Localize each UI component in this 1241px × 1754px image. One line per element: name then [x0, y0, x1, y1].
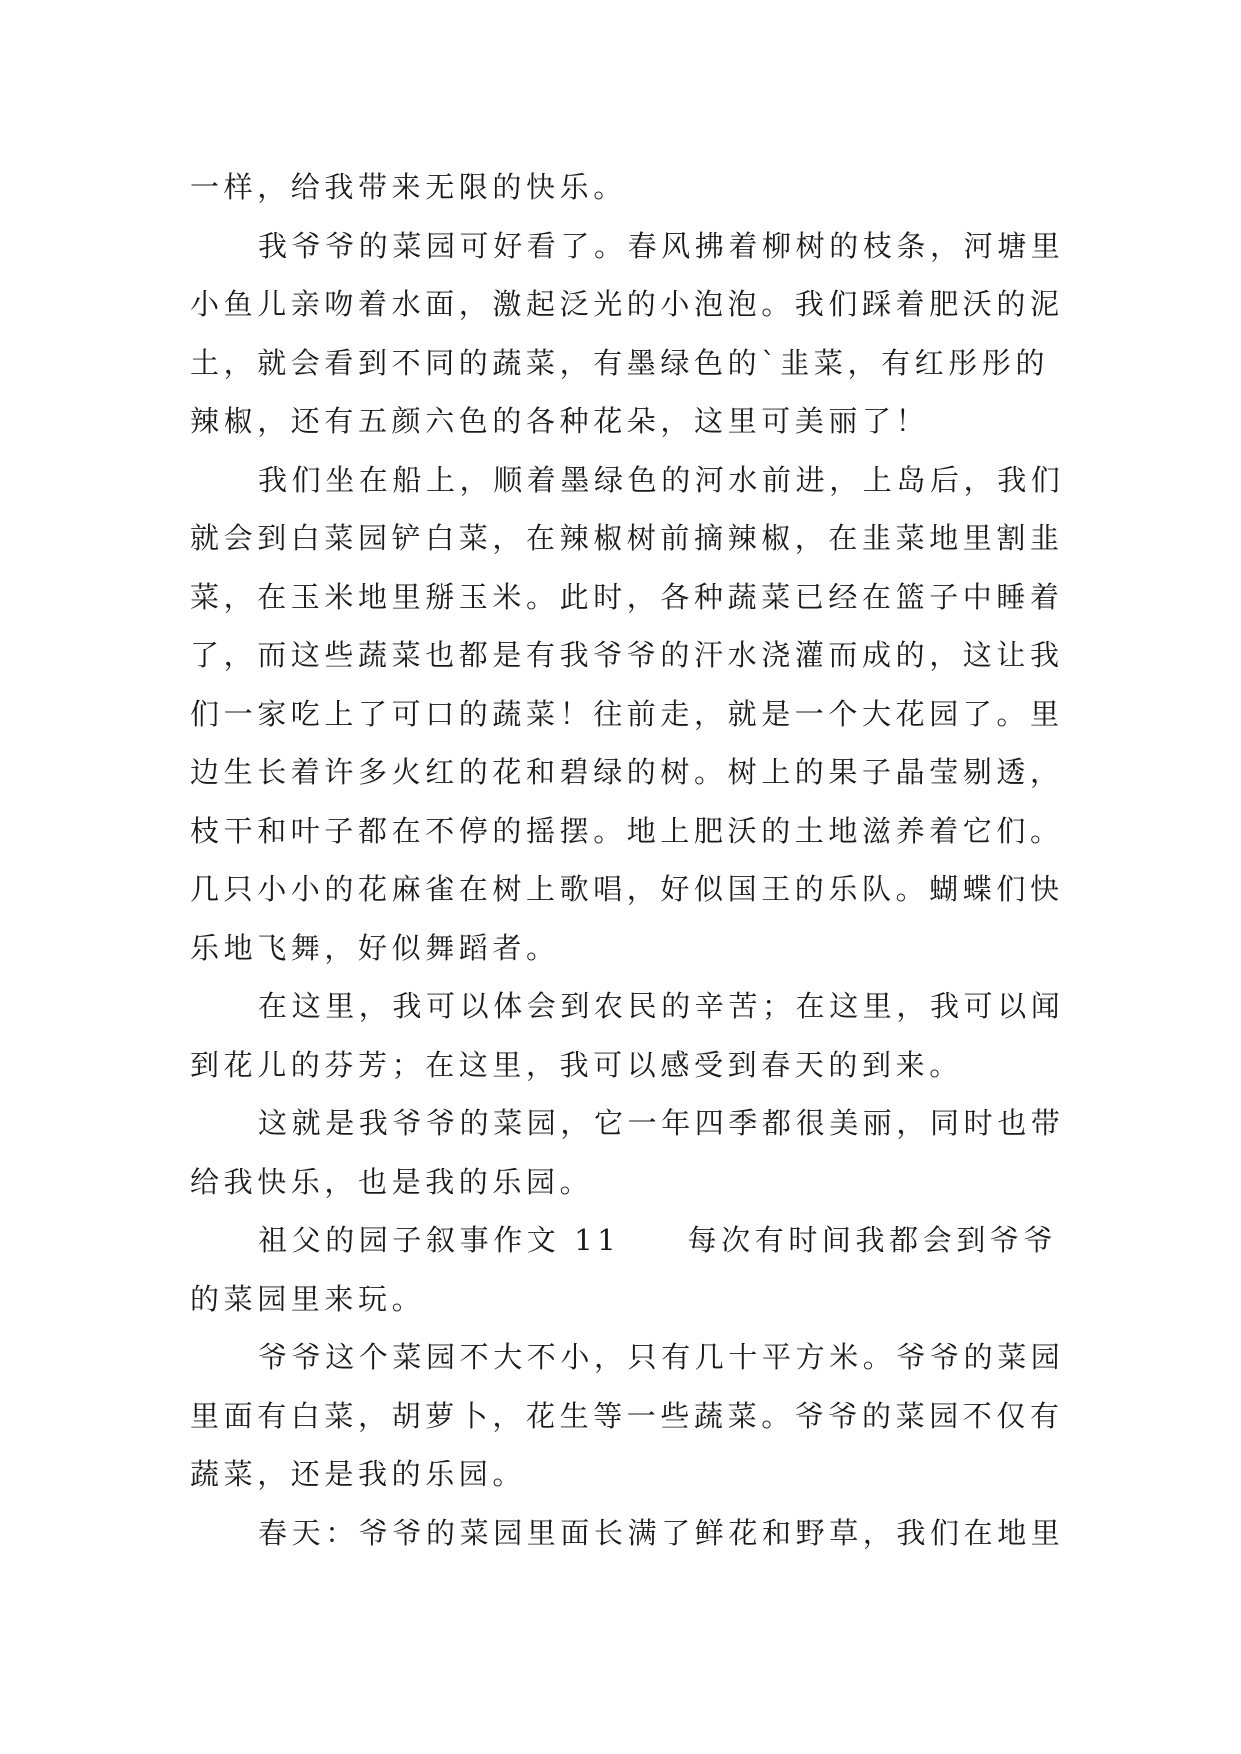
- text-line: 几只小小的花麻雀在树上歌唱，好似国王的乐队。蝴蝶们快: [190, 872, 1064, 906]
- text-line: 我们坐在船上，顺着墨绿色的河水前进，上岛后，我们: [258, 462, 1065, 497]
- text-line: 这就是我爷爷的菜园，它一年四季都很美丽，同时也带: [258, 1106, 1065, 1140]
- text-line: 春天：爷爷的菜园里面长满了鲜花和野草，我们在地里: [258, 1515, 1065, 1550]
- text-line: 了，而这些蔬菜也都是有我爷爷的汗水浇灌而成的，这让我: [190, 638, 1064, 672]
- text-line: 土，就会看到不同的蔬菜，有墨绿色的`韭菜，有红彤彤的: [190, 345, 1050, 380]
- text-line: 爷爷这个菜园不大不小，只有几十平方米。爷爷的菜园: [258, 1340, 1065, 1374]
- text-line: 辣椒，还有五颜六色的各种花朵，这里可美丽了！: [190, 404, 930, 438]
- text-line: 们一家吃上了可口的蔬菜！往前走，就是一个大花园了。里: [190, 696, 1064, 731]
- text-line: 小鱼儿亲吻着水面，激起泛光的小泡泡。我们踩着肥沃的泥: [190, 287, 1064, 321]
- essay-body: [190, 158, 1065, 1562]
- text-line: 菜，在玉米地里掰玉米。此时，各种蔬菜已经在篮子中睡着: [190, 579, 1064, 614]
- text-line: 里面有白菜，胡萝卜，花生等一些蔬菜。爷爷的菜园不仅有: [190, 1398, 1064, 1433]
- text-line: 乐地飞舞，好似舞蹈者。: [190, 930, 560, 965]
- text-line: 到花儿的芬芳；在这里，我可以感受到春天的到来。: [190, 1047, 963, 1082]
- text-line: 的菜园里来玩。: [190, 1281, 426, 1316]
- text-line: 蔬菜，还是我的乐园。: [190, 1457, 527, 1491]
- text-line: 祖父的园子叙事作文 11 每次有时间我都会到爷爷: [258, 1223, 1058, 1257]
- text-line: 一样，给我带来无限的快乐。: [190, 170, 627, 204]
- text-line: 就会到白菜园铲白菜，在辣椒树前摘辣椒，在韭菜地里割韭: [190, 521, 1064, 555]
- text-line: 边生长着许多火红的花和碧绿的树。树上的果子晶莹剔透，: [190, 755, 1064, 789]
- text-line: 在这里，我可以体会到农民的辛苦；在这里，我可以闻: [258, 989, 1065, 1023]
- text-line: 枝干和叶子都在不停的摇摆。地上肥沃的土地滋养着它们。: [190, 813, 1064, 848]
- text-line: 我爷爷的菜园可好看了。春风拂着柳树的枝条，河塘里: [258, 228, 1065, 263]
- text-line: 给我快乐，也是我的乐园。: [190, 1164, 594, 1199]
